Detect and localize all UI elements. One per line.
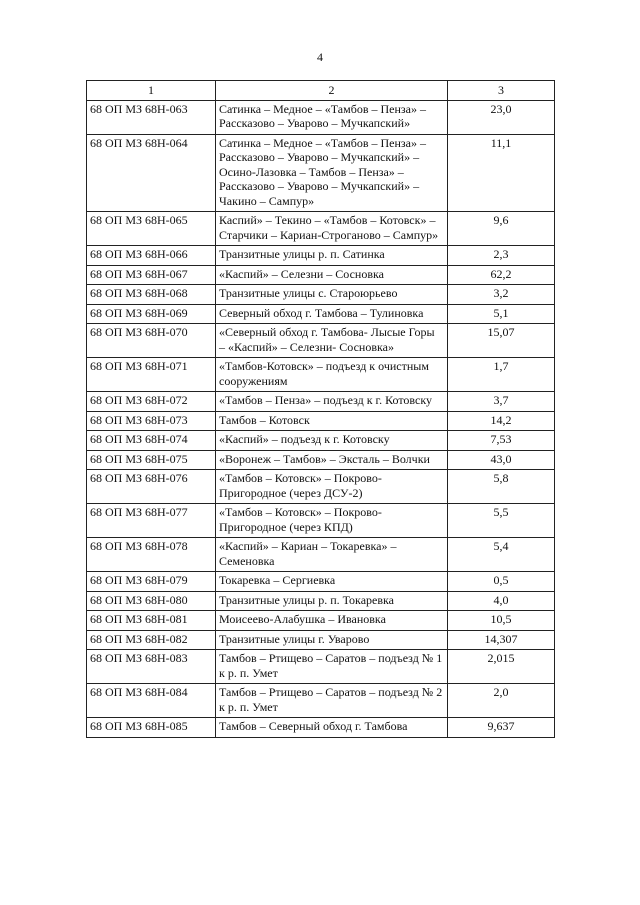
length-km-cell: 5,1 bbox=[448, 304, 555, 324]
length-km-cell: 5,8 bbox=[448, 470, 555, 504]
road-code-cell: 68 ОП МЗ 68Н-081 bbox=[87, 611, 216, 631]
road-code-cell: 68 ОП МЗ 68Н-063 bbox=[87, 100, 216, 134]
length-km-cell: 14,307 bbox=[448, 630, 555, 650]
route-name-cell: Моисеево-Алабушка – Ивановка bbox=[216, 611, 448, 631]
road-code-cell: 68 ОП МЗ 68Н-080 bbox=[87, 591, 216, 611]
length-km-cell: 14,2 bbox=[448, 411, 555, 431]
road-code-cell: 68 ОП МЗ 68Н-078 bbox=[87, 538, 216, 572]
table-row bbox=[87, 718, 555, 738]
route-name-cell: «Тамбов – Котовск» – Покрово- Пригородное (через КПД) bbox=[216, 504, 448, 538]
table-row bbox=[87, 504, 555, 538]
roads-table bbox=[86, 80, 555, 738]
table-row bbox=[87, 392, 555, 412]
table-row bbox=[87, 470, 555, 504]
table-row bbox=[87, 324, 555, 358]
table-row bbox=[87, 684, 555, 718]
route-name-cell: «Тамбов – Пенза» – подъезд к г. Котовску bbox=[216, 392, 448, 412]
table-row bbox=[87, 134, 555, 212]
length-km-cell: 4,0 bbox=[448, 591, 555, 611]
length-km-cell: 2,015 bbox=[448, 650, 555, 684]
road-code-cell: 68 ОП МЗ 68Н-077 bbox=[87, 504, 216, 538]
road-code-cell: 68 ОП МЗ 68Н-072 bbox=[87, 392, 216, 412]
table-row bbox=[87, 285, 555, 305]
length-km-cell: 0,5 bbox=[448, 572, 555, 592]
table-row bbox=[87, 212, 555, 246]
table-row bbox=[87, 100, 555, 134]
table-row bbox=[87, 411, 555, 431]
table-row bbox=[87, 358, 555, 392]
length-km-cell: 23,0 bbox=[448, 100, 555, 134]
length-km-cell: 7,53 bbox=[448, 431, 555, 451]
length-km-cell: 2,3 bbox=[448, 246, 555, 266]
table-header-row bbox=[87, 81, 555, 101]
length-km-cell: 2,0 bbox=[448, 684, 555, 718]
road-code-cell: 68 ОП МЗ 68Н-079 bbox=[87, 572, 216, 592]
route-name-cell: Токаревка – Сергиевка bbox=[216, 572, 448, 592]
route-name-cell: Транзитные улицы р. п. Токаревка bbox=[216, 591, 448, 611]
length-km-cell: 3,2 bbox=[448, 285, 555, 305]
route-name-cell: «Каспий» – Кариан – Токаревка» – Семеновка bbox=[216, 538, 448, 572]
road-code-cell: 68 ОП МЗ 68Н-085 bbox=[87, 718, 216, 738]
route-name-cell: «Каспий» – подъезд к г. Котовску bbox=[216, 431, 448, 451]
road-code-cell: 68 ОП МЗ 68Н-074 bbox=[87, 431, 216, 451]
road-code-cell: 68 ОП МЗ 68Н-073 bbox=[87, 411, 216, 431]
table-row bbox=[87, 611, 555, 631]
road-code-cell: 68 ОП МЗ 68Н-064 bbox=[87, 134, 216, 212]
route-name-cell: Сатинка – Медное – «Тамбов – Пенза» – Рассказово – Уварово – Мучкапский» bbox=[216, 100, 448, 134]
road-code-cell: 68 ОП МЗ 68Н-082 bbox=[87, 630, 216, 650]
route-name-cell: «Тамбов – Котовск» – Покрово- Пригородное (через ДСУ-2) bbox=[216, 470, 448, 504]
route-name-cell: Каспий» – Текино – «Тамбов – Котовск» – Старчики – Кариан-Строганово – Сампур» bbox=[216, 212, 448, 246]
route-name-cell: «Тамбов-Котовск» – подъезд к очистным сооружениям bbox=[216, 358, 448, 392]
road-code-cell: 68 ОП МЗ 68Н-070 bbox=[87, 324, 216, 358]
table-row bbox=[87, 265, 555, 285]
road-code-cell: 68 ОП МЗ 68Н-065 bbox=[87, 212, 216, 246]
length-km-cell: 10,5 bbox=[448, 611, 555, 631]
length-km-cell: 62,2 bbox=[448, 265, 555, 285]
table-row bbox=[87, 591, 555, 611]
length-km-cell: 11,1 bbox=[448, 134, 555, 212]
length-km-cell: 15,07 bbox=[448, 324, 555, 358]
length-km-cell: 5,4 bbox=[448, 538, 555, 572]
route-name-cell: Транзитные улицы с. Староюрьево bbox=[216, 285, 448, 305]
length-km-cell: 1,7 bbox=[448, 358, 555, 392]
road-code-cell: 68 ОП МЗ 68Н-076 bbox=[87, 470, 216, 504]
column-header-code: 1 bbox=[87, 81, 216, 101]
table-row bbox=[87, 431, 555, 451]
route-name-cell: Сатинка – Медное – «Тамбов – Пенза» – Рассказово – Уварово – Мучкапский» – Осино-Лазовка – Тамбов – Пенза» – Рассказово – Уварово – Мучкапский» – Чакино – Сампур» bbox=[216, 134, 448, 212]
column-header-length: 3 bbox=[448, 81, 555, 101]
road-code-cell: 68 ОП МЗ 68Н-066 bbox=[87, 246, 216, 266]
table-row bbox=[87, 304, 555, 324]
length-km-cell: 43,0 bbox=[448, 450, 555, 470]
route-name-cell: Тамбов – Северный обход г. Тамбова bbox=[216, 718, 448, 738]
route-name-cell: Транзитные улицы г. Уварово bbox=[216, 630, 448, 650]
column-header-route: 2 bbox=[216, 81, 448, 101]
length-km-cell: 5,5 bbox=[448, 504, 555, 538]
length-km-cell: 9,6 bbox=[448, 212, 555, 246]
route-name-cell: Тамбов – Ртищево – Саратов – подъезд № 2 к р. п. Умет bbox=[216, 684, 448, 718]
road-code-cell: 68 ОП МЗ 68Н-084 bbox=[87, 684, 216, 718]
route-name-cell: «Северный обход г. Тамбова- Лысые Горы – «Каспий» – Селезни- Сосновка» bbox=[216, 324, 448, 358]
table-row bbox=[87, 450, 555, 470]
route-name-cell: Тамбов – Ртищево – Саратов – подъезд № 1 к р. п. Умет bbox=[216, 650, 448, 684]
route-name-cell: Транзитные улицы р. п. Сатинка bbox=[216, 246, 448, 266]
route-name-cell: Тамбов – Котовск bbox=[216, 411, 448, 431]
road-code-cell: 68 ОП МЗ 68Н-075 bbox=[87, 450, 216, 470]
road-code-cell: 68 ОП МЗ 68Н-071 bbox=[87, 358, 216, 392]
route-name-cell: «Каспий» – Селезни – Сосновка bbox=[216, 265, 448, 285]
length-km-cell: 3,7 bbox=[448, 392, 555, 412]
road-code-cell: 68 ОП МЗ 68Н-067 bbox=[87, 265, 216, 285]
road-code-cell: 68 ОП МЗ 68Н-068 bbox=[87, 285, 216, 305]
table-row bbox=[87, 538, 555, 572]
route-name-cell: Северный обход г. Тамбова – Тулиновка bbox=[216, 304, 448, 324]
table-row bbox=[87, 650, 555, 684]
road-code-cell: 68 ОП МЗ 68Н-083 bbox=[87, 650, 216, 684]
length-km-cell: 9,637 bbox=[448, 718, 555, 738]
road-code-cell: 68 ОП МЗ 68Н-069 bbox=[87, 304, 216, 324]
table-row bbox=[87, 572, 555, 592]
route-name-cell: «Воронеж – Тамбов» – Эксталь – Волчки bbox=[216, 450, 448, 470]
page-number: 4 bbox=[317, 50, 323, 64]
table-row bbox=[87, 246, 555, 266]
table-row bbox=[87, 630, 555, 650]
